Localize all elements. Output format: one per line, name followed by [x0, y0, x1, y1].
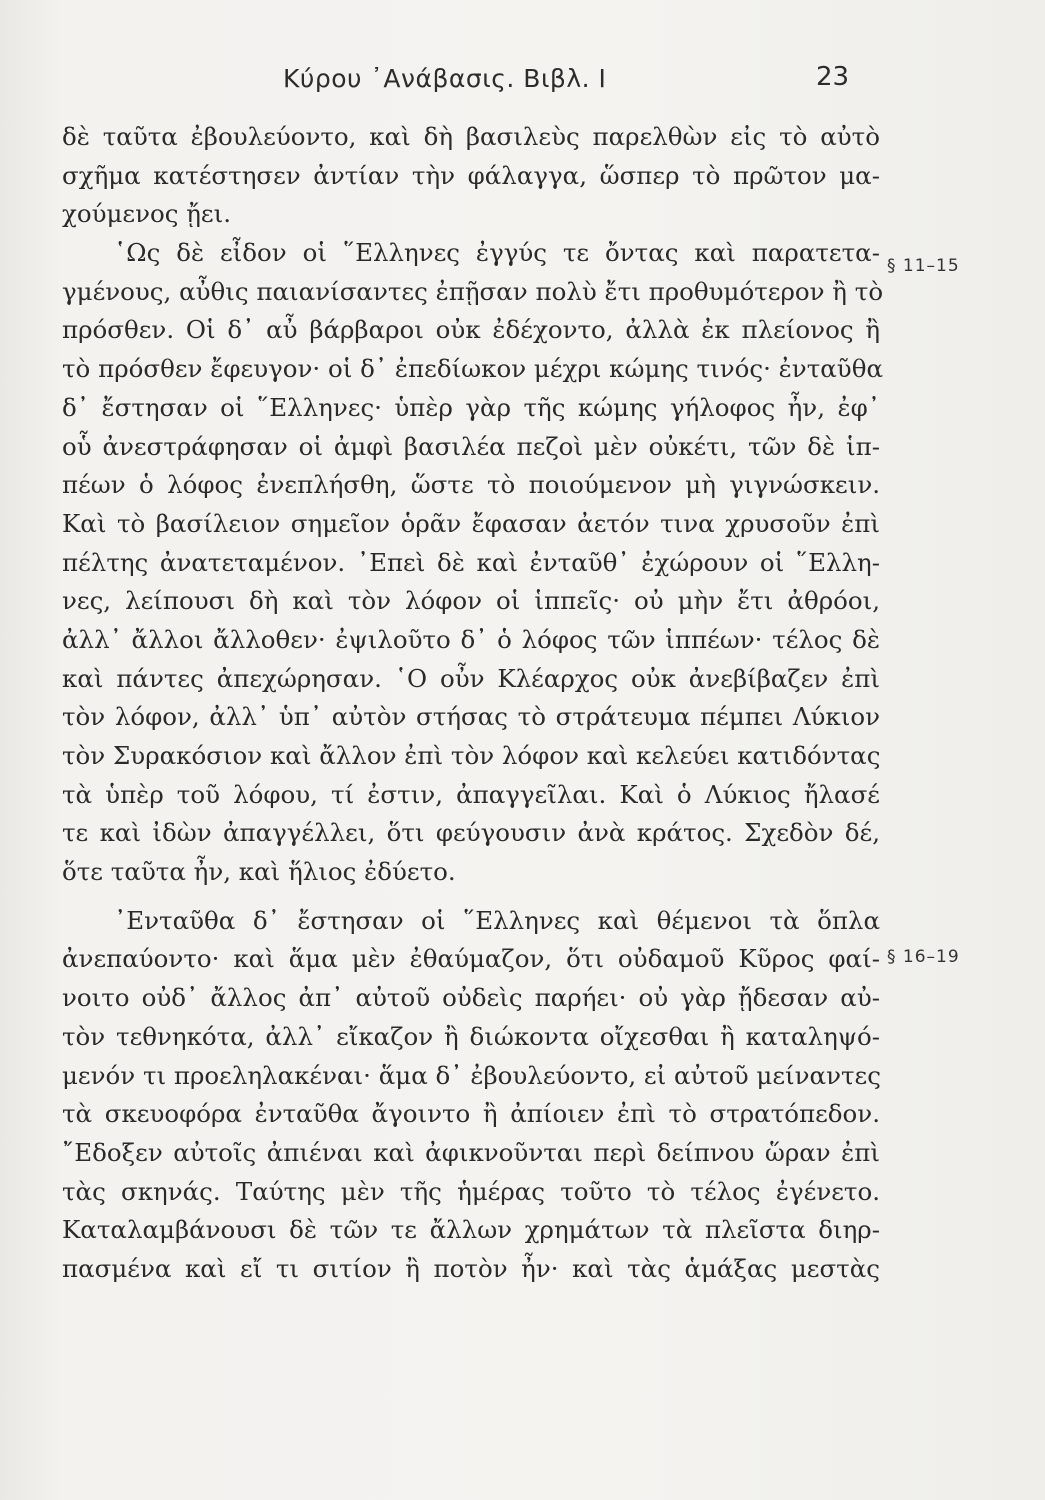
text-line: Καταλαμβάνουσι δὲ τῶν τε ἄλλων χρημάτων τὰ πλεῖστα διηρ-	[62, 1215, 880, 1245]
running-head	[0, 58, 1045, 98]
running-title: Κύρου ᾿Ανάβασις. Βιβλ. Ι	[283, 64, 607, 93]
text-line: τὰ σκευοφόρα ἐνταῦθα ἄγοιντο ἢ ἀπίοιεν ἐπὶ τὸ στρατόπεδον.	[62, 1099, 880, 1129]
text-line: ῾Ως δὲ εἶδον οἱ ῞Ελληνες ἐγγύς τε ὄντας καὶ παρατετα-	[114, 238, 880, 268]
text-line: τὰ ὑπὲρ τοῦ λόφου, τί ἐστιν, ἀπαγγεῖλαι. Καὶ ὁ Λύκιος ἤλασέ	[62, 779, 880, 809]
text-line: Καὶ τὸ βασίλειον σημεῖον ὁρᾶν ἔφασαν ἀετόν τινα χρυσοῦν ἐπὶ	[62, 508, 880, 538]
text-line: τὸ πρόσθεν ἔφευγον· οἱ δ᾿ ἐπεδίωκον μέχρι κώμης τινός· ἐνταῦθα	[62, 354, 883, 384]
text-line: πρόσθεν. Οἱ δ᾿ αὖ βάρβαροι οὐκ ἐδέχοντο, ἀλλὰ ἐκ πλείονος ἢ	[62, 315, 880, 345]
text-line: πέλτης ἀνατεταμένον. ᾿Επεὶ δὲ καὶ ἐνταῦθ᾿ ἐχώρουν οἱ ῞Ελλη-	[62, 547, 880, 577]
text-line: τὰς σκηνάς. Ταύτης μὲν τῆς ἡμέρας τοῦτο τὸ τέλος ἐγένετο.	[62, 1176, 880, 1206]
text-line: γμένους, αὖθις παιανίσαντες ἐπῇσαν πολὺ ἔτι προθυμότερον ἢ τὸ	[62, 276, 884, 306]
text-line: νοιτο οὐδ᾿ ἄλλος ἀπ᾿ αὐτοῦ οὐδεὶς παρήει· οὐ γὰρ ᾔδεσαν αὐ-	[62, 983, 880, 1013]
text-line: πέων ὁ λόφος ἐνεπλήσθη, ὥστε τὸ ποιούμενον μὴ γιγνώσκειν.	[62, 470, 880, 500]
body-text	[62, 118, 884, 1289]
text-line: νες, λείπουσι δὴ καὶ τὸν λόφον οἱ ἱππεῖς· οὐ μὴν ἔτι ἀθρόοι,	[62, 586, 880, 616]
page-number: 23	[816, 62, 850, 92]
text-line: χούμενος ᾔει.	[62, 199, 232, 229]
text-line: ἀνεπαύοντο· καὶ ἅμα μὲν ἐθαύμαζον, ὅτι οὐδαμοῦ Κῦρος φαί-	[62, 944, 880, 974]
text-line: σχῆμα κατέστησεν ἀντίαν τὴν φάλαγγα, ὥσπερ τὸ πρῶτον μα-	[62, 160, 880, 190]
text-line: πασμένα καὶ εἴ τι σιτίον ἢ ποτὸν ἦν· καὶ τὰς ἁμάξας μεστὰς	[62, 1253, 880, 1283]
section-ref-16-19: § 16–19	[887, 947, 960, 967]
text-line: ὅτε ταῦτα ἦν, καὶ ἥλιος ἐδύετο.	[62, 857, 456, 887]
text-line: τὸν λόφον, ἀλλ᾿ ὑπ᾿ αὐτὸν στήσας τὸ στράτευμα πέμπει Λύκιον	[62, 702, 880, 732]
text-line: τὸν Συρακόσιον καὶ ἄλλον ἐπὶ τὸν λόφον καὶ κελεύει κατιδόντας	[62, 741, 881, 770]
section-ref-11-15: § 11–15	[887, 256, 960, 276]
text-line: ῎Εδοξεν αὐτοῖς ἀπιέναι καὶ ἀφικνοῦνται περὶ δείπνου ὥραν ἐπὶ	[62, 1137, 880, 1167]
text-line: καὶ πάντες ἀπεχώρησαν. ῾Ο οὖν Κλέαρχος οὐκ ἀνεβίβαζεν ἐπὶ	[62, 663, 880, 693]
text-line: τὸν τεθνηκότα, ἀλλ᾿ εἴκαζον ἢ διώκοντα οἴχεσθαι ἢ καταληψό-	[62, 1021, 880, 1051]
text-line: ᾿Ενταῦθα δ᾿ ἔστησαν οἱ ῞Ελληνες καὶ θέμενοι τὰ ὅπλα	[114, 905, 880, 935]
text-line: μενόν τι προεληλακέναι· ἅμα δ᾿ ἐβουλεύοντο, εἰ αὐτοῦ μείναντες	[62, 1060, 881, 1090]
text-line: τε καὶ ἰδὼν ἀπαγγέλλει, ὅτι φεύγουσιν ἀνὰ κράτος. Σχεδὸν δέ,	[62, 818, 880, 848]
text-line: οὗ ἀνεστράφησαν οἱ ἀμφὶ βασιλέα πεζοὶ μὲν οὐκέτι, τῶν δὲ ἱπ-	[62, 431, 880, 461]
text-line: δ᾿ ἔστησαν οἱ ῞Ελληνες· ὑπὲρ γὰρ τῆς κώμης γήλοφος ἦν, ἐφ᾿	[62, 392, 880, 422]
text-line: ἀλλ᾿ ἄλλοι ἄλλοθεν· ἐψιλοῦτο δ᾿ ὁ λόφος τῶν ἱππέων· τέλος δὲ	[62, 624, 880, 654]
text-line: δὲ ταῦτα ἐβουλεύοντο, καὶ δὴ βασιλεὺς παρελθὼν εἰς τὸ αὐτὸ	[62, 122, 880, 151]
